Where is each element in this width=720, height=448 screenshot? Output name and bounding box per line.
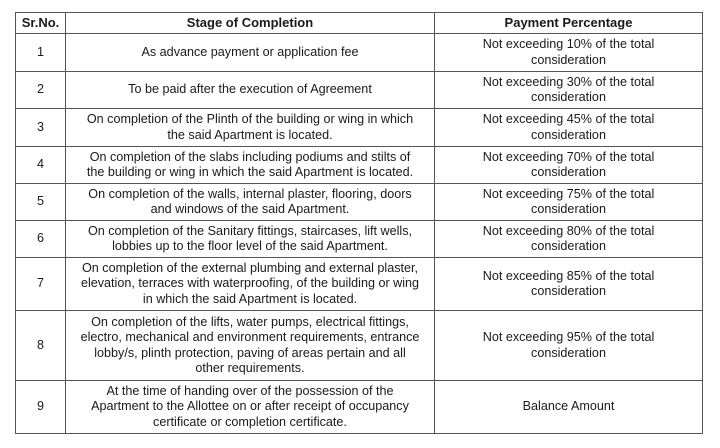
stage-line: Apartment to the Allottee on or after receipt of occupancy (91, 399, 409, 414)
payment-cell (435, 381, 703, 434)
payment-cell (435, 72, 703, 109)
stage-line: As advance payment or application fee (141, 44, 359, 59)
stage-line: lobbies up to the floor level of the said Apartment. (112, 239, 388, 253)
payment-line: consideration (531, 127, 606, 142)
payment-line: Not exceeding 45% of the total (482, 112, 655, 126)
payment-line: consideration (531, 165, 606, 179)
payment-line: Not exceeding 95% of the total (482, 330, 655, 344)
stage-line: electro, mechanical and environment requirements, entrance (80, 330, 420, 344)
payment-schedule-table (15, 12, 703, 434)
sr-no-cell: 1 (16, 34, 66, 72)
sr-no-cell: 2 (16, 72, 66, 109)
payment-line: consideration (531, 52, 606, 67)
payment-cell (435, 34, 703, 72)
payment-line: Not exceeding 80% of the total (482, 223, 655, 238)
payment-line: consideration (531, 90, 606, 104)
sr-no-cell: 5 (16, 184, 66, 221)
payment-line: Not exceeding 70% of the total (482, 149, 655, 164)
stage-line: other requirements. (195, 361, 305, 375)
table-row (16, 72, 703, 109)
payment-line: Not exceeding 75% of the total (482, 186, 655, 201)
stage-line: To be paid after the execution of Agreement (128, 82, 372, 97)
payment-line: Not exceeding 10% of the total (482, 37, 655, 51)
header-row (16, 13, 703, 34)
payment-cell (435, 147, 703, 184)
stage-line: the said Apartment is located. (167, 127, 333, 142)
payment-line: Balance Amount (522, 399, 615, 414)
stage-line: On completion of the external plumbing and external plaster, (81, 260, 419, 275)
table-row (16, 311, 703, 381)
payment-line: Not exceeding 85% of the total (482, 268, 655, 283)
stage-line: On completion of the lifts, water pumps, electrical fittings, (91, 314, 409, 329)
sr-no-cell: 3 (16, 109, 66, 147)
stage-cell (66, 109, 435, 147)
sr-no-cell: 6 (16, 221, 66, 258)
payment-line: consideration (531, 239, 606, 253)
stage-line: On completion of the Plinth of the building or wing in which (86, 112, 414, 126)
payment-line: consideration (531, 284, 606, 298)
stage-cell (66, 72, 435, 109)
header-payment-percentage: Payment Percentage (435, 13, 703, 34)
stage-line: At the time of handing over of the possession of the (106, 383, 394, 398)
sr-no-cell: 7 (16, 258, 66, 311)
sr-no-cell: 8 (16, 311, 66, 381)
header-stage-of-completion: Stage of Completion (66, 13, 435, 34)
stage-cell (66, 221, 435, 258)
sr-no-cell: 9 (16, 381, 66, 434)
table-row (16, 147, 703, 184)
stage-line: On completion of the Sanitary fittings, staircases, lift wells, (87, 223, 413, 238)
payment-cell (435, 258, 703, 311)
stage-cell (66, 147, 435, 184)
stage-line: lobby/s, plinth protection, paving of areas pertain and all (94, 345, 406, 360)
payment-line: consideration (531, 202, 606, 216)
table-row (16, 184, 703, 221)
table-row (16, 381, 703, 434)
sr-no-cell: 4 (16, 147, 66, 184)
stage-line: On completion of the walls, internal plaster, flooring, doors (88, 186, 412, 201)
table-row (16, 221, 703, 258)
stage-line: in which the said Apartment is located. (142, 291, 358, 306)
payment-cell (435, 311, 703, 381)
table-row (16, 258, 703, 311)
stage-line: certificate or completion certificate. (153, 414, 347, 429)
table-row (16, 109, 703, 147)
stage-line: the building or wing in which the said Apartment is located. (86, 165, 414, 179)
payment-cell (435, 184, 703, 221)
stage-cell (66, 184, 435, 221)
stage-line: and windows of the said Apartment. (150, 202, 350, 216)
payment-line: Not exceeding 30% of the total (482, 74, 655, 89)
payment-cell (435, 109, 703, 147)
stage-line: elevation, terraces with waterproofing, of the building or wing (80, 276, 420, 291)
header-sr-no: Sr.No. (16, 13, 66, 34)
stage-cell (66, 34, 435, 72)
stage-cell (66, 258, 435, 311)
stage-line: On completion of the slabs including podiums and stilts of (89, 149, 411, 164)
stage-cell (66, 381, 435, 434)
table-row (16, 34, 703, 72)
payment-cell (435, 221, 703, 258)
stage-cell (66, 311, 435, 381)
payment-line: consideration (531, 345, 606, 360)
